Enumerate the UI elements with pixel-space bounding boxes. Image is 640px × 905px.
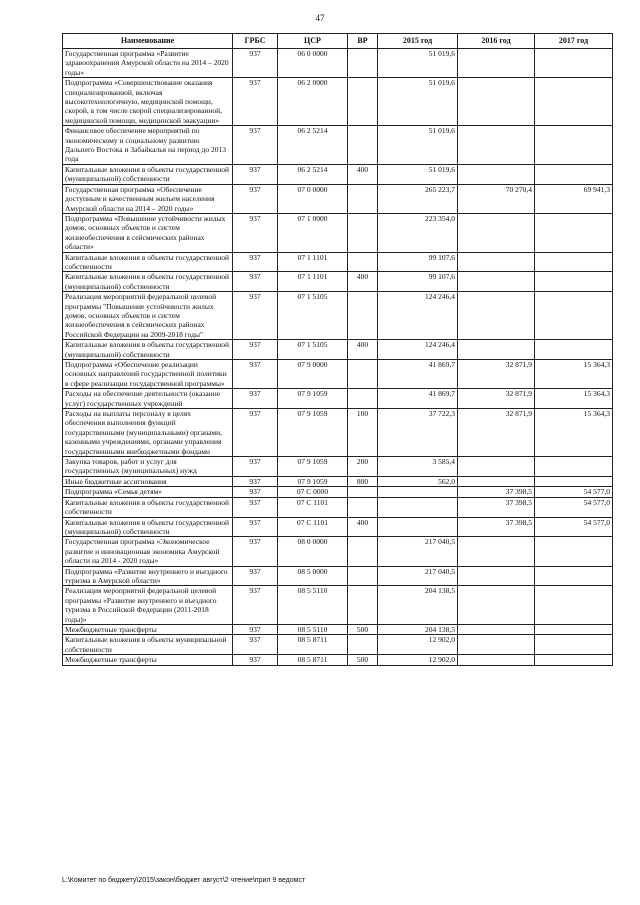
- cell-2017: [535, 272, 613, 292]
- cell-grbs: 937: [233, 566, 278, 586]
- cell-vr: [348, 497, 378, 517]
- cell-vr: [348, 252, 378, 272]
- cell-name: Капитальные вложения в объекты муниципальной собственности: [63, 635, 233, 655]
- table-row: [63, 566, 613, 586]
- cell-vr: [348, 184, 378, 213]
- cell-grbs: 937: [233, 389, 278, 409]
- cell-2016: 70 270,4: [458, 184, 535, 213]
- cell-2016: [458, 476, 535, 486]
- cell-2015: [378, 517, 458, 537]
- table-row: [63, 586, 613, 625]
- cell-2016: [458, 213, 535, 252]
- table-row: [63, 49, 613, 78]
- cell-2015: 41 869,7: [378, 389, 458, 409]
- cell-csr: 08 5 0000: [278, 566, 348, 586]
- cell-grbs: 937: [233, 517, 278, 537]
- cell-csr: 08 5 8711: [278, 635, 348, 655]
- page-number: 47: [315, 13, 325, 23]
- header-row: [63, 34, 613, 49]
- table-row: [63, 409, 613, 457]
- cell-2017: [535, 655, 613, 665]
- table-row: [63, 213, 613, 252]
- cell-grbs: 937: [233, 635, 278, 655]
- cell-grbs: 937: [233, 164, 278, 184]
- cell-2015: 41 869,7: [378, 360, 458, 389]
- header-2015: 2015 год: [378, 34, 458, 49]
- cell-grbs: 937: [233, 213, 278, 252]
- table-row: [63, 517, 613, 537]
- cell-2015: 265 223,7: [378, 184, 458, 213]
- cell-2016: 37 398,5: [458, 497, 535, 517]
- cell-2017: [535, 537, 613, 566]
- cell-2017: [535, 624, 613, 634]
- cell-2015: 124 246,4: [378, 292, 458, 340]
- cell-grbs: 937: [233, 360, 278, 389]
- cell-name: Капитальные вложения в объекты государственной собственности: [63, 252, 233, 272]
- table-row: [63, 635, 613, 655]
- cell-2017: [535, 586, 613, 625]
- cell-csr: 07 9 1059: [278, 457, 348, 477]
- cell-vr: [348, 213, 378, 252]
- table-row: [63, 164, 613, 184]
- cell-2015: 99 107,6: [378, 272, 458, 292]
- cell-vr: [348, 292, 378, 340]
- cell-2015: 223 354,0: [378, 213, 458, 252]
- table-row: [63, 340, 613, 360]
- table-row: [63, 497, 613, 517]
- cell-grbs: 937: [233, 272, 278, 292]
- table-row: [63, 457, 613, 477]
- cell-2017: 54 577,0: [535, 517, 613, 537]
- cell-2016: [458, 164, 535, 184]
- cell-2015: 12 902,0: [378, 635, 458, 655]
- header-2016: 2016 год: [458, 34, 535, 49]
- cell-grbs: 937: [233, 49, 278, 78]
- cell-2015: 37 722,3: [378, 409, 458, 457]
- cell-name: Закупка товаров, работ и услуг для государственных (муниципальных) нужд: [63, 457, 233, 477]
- cell-2015: 12 902,0: [378, 655, 458, 665]
- cell-name: Капитальные вложения в объекты государственной (муниципальной) собственности: [63, 164, 233, 184]
- cell-2016: [458, 635, 535, 655]
- cell-2016: 32 871,9: [458, 360, 535, 389]
- cell-vr: 400: [348, 517, 378, 537]
- table-row: [63, 476, 613, 486]
- cell-2015: [378, 487, 458, 497]
- cell-2017: [535, 49, 613, 78]
- cell-name: Межбюджетные трансферты: [63, 655, 233, 665]
- header-2017: 2017 год: [535, 34, 613, 49]
- cell-grbs: 937: [233, 487, 278, 497]
- cell-2016: 32 871,9: [458, 409, 535, 457]
- cell-grbs: 937: [233, 78, 278, 126]
- cell-name: Реализация мероприятий федеральной целевой программы «Развитие внутреннего и въездного туризма в Российской Федерации (2011-2018 годы)»: [63, 586, 233, 625]
- cell-vr: 100: [348, 409, 378, 457]
- cell-csr: 07 С 1101: [278, 497, 348, 517]
- header-name: Наименование: [63, 34, 233, 49]
- cell-name: Реализация мероприятий федеральной целевой программы "Повышение устойчивости жилых домов, основных объектов и систем жизнеобеспечения в сейсмических районах Российской Федерации на 2009-2018 годы": [63, 292, 233, 340]
- cell-grbs: 937: [233, 497, 278, 517]
- cell-2016: [458, 457, 535, 477]
- cell-2016: [458, 586, 535, 625]
- cell-2017: [535, 252, 613, 272]
- cell-2017: [535, 340, 613, 360]
- cell-name: Капитальные вложения в объекты государственной (муниципальной) собственности: [63, 517, 233, 537]
- cell-name: Расходы на выплаты персоналу в целях обеспечения выполнения функций государственными (муниципальными) органами, казенными учреждениями, органами управления государственными внебюджетными фондами: [63, 409, 233, 457]
- cell-csr: 07 1 0000: [278, 213, 348, 252]
- cell-2015: 99 107,6: [378, 252, 458, 272]
- cell-name: Капитальные вложения в объекты государственной (муниципальной) собственности: [63, 340, 233, 360]
- cell-vr: 400: [348, 164, 378, 184]
- cell-vr: 200: [348, 457, 378, 477]
- table-row: [63, 78, 613, 126]
- cell-grbs: 937: [233, 409, 278, 457]
- cell-grbs: 937: [233, 476, 278, 486]
- cell-csr: 08 5 5110: [278, 624, 348, 634]
- cell-2016: [458, 655, 535, 665]
- cell-name: Финансовое обеспечение мероприятий по экономическому и социальному развитию Дальнего Востока и Забайкалья на период до 2013 года: [63, 126, 233, 165]
- cell-grbs: 937: [233, 655, 278, 665]
- table-row: [63, 184, 613, 213]
- cell-csr: 07 С 1101: [278, 517, 348, 537]
- cell-2017: [535, 566, 613, 586]
- cell-2017: [535, 635, 613, 655]
- cell-2015: 51 019,6: [378, 49, 458, 78]
- cell-2016: 32 871,9: [458, 389, 535, 409]
- cell-vr: 400: [348, 272, 378, 292]
- cell-name: Подпрограмма «Обеспечение реализации основных направлений государственной политики в сфере реализации государственной программы»: [63, 360, 233, 389]
- cell-csr: 06 2 5214: [278, 164, 348, 184]
- cell-vr: [348, 586, 378, 625]
- cell-grbs: 937: [233, 184, 278, 213]
- cell-2016: [458, 252, 535, 272]
- cell-grbs: 937: [233, 586, 278, 625]
- cell-name: Капитальные вложения в объекты государственной (муниципальной) собственности: [63, 272, 233, 292]
- cell-name: Межбюджетные трансферты: [63, 624, 233, 634]
- cell-2015: 217 040,5: [378, 537, 458, 566]
- cell-vr: [348, 566, 378, 586]
- table-row: [63, 624, 613, 634]
- cell-vr: [348, 537, 378, 566]
- cell-vr: [348, 126, 378, 165]
- cell-name: Подпрограмма «Развитие внутреннего и въездного туризма в Амурской области»: [63, 566, 233, 586]
- table-row: [63, 537, 613, 566]
- cell-2015: 124 246,4: [378, 340, 458, 360]
- cell-name: Подпрограмма «Семья детям»: [63, 487, 233, 497]
- cell-csr: 08 5 8711: [278, 655, 348, 665]
- cell-name: Государственная программа «Обеспечение доступным и качественным жильем населения Амурской области на 2014 – 2020 годы»: [63, 184, 233, 213]
- cell-csr: 08 0 0000: [278, 537, 348, 566]
- cell-2016: [458, 537, 535, 566]
- table-row: [63, 252, 613, 272]
- cell-name: Государственная программа «Развитие здравоохранения Амурской области на 2014 – 2020 годы»: [63, 49, 233, 78]
- cell-2015: 51 019,6: [378, 164, 458, 184]
- cell-csr: 07 1 1101: [278, 272, 348, 292]
- cell-2016: [458, 126, 535, 165]
- cell-2016: [458, 292, 535, 340]
- cell-2017: 15 364,3: [535, 409, 613, 457]
- cell-2015: 217 040,5: [378, 566, 458, 586]
- cell-csr: 07 С 0000: [278, 487, 348, 497]
- cell-grbs: 937: [233, 624, 278, 634]
- cell-csr: 07 9 1059: [278, 476, 348, 486]
- cell-2015: [378, 497, 458, 517]
- cell-2016: [458, 78, 535, 126]
- cell-name: Расходы на обеспечение деятельности (оказание услуг) государственных учреждений: [63, 389, 233, 409]
- cell-2017: [535, 476, 613, 486]
- cell-2017: 15 364,3: [535, 360, 613, 389]
- cell-grbs: 937: [233, 126, 278, 165]
- cell-2017: 54 577,0: [535, 497, 613, 517]
- cell-2015: 204 138,5: [378, 586, 458, 625]
- cell-2015: 562,0: [378, 476, 458, 486]
- cell-2016: [458, 272, 535, 292]
- cell-2015: 51 019,6: [378, 126, 458, 165]
- cell-csr: 07 0 0000: [278, 184, 348, 213]
- cell-name: Подпрограмма «Повышение устойчивости жилых домов, основных объектов и систем жизнеобеспечения в сейсмических районах области»: [63, 213, 233, 252]
- cell-vr: [348, 389, 378, 409]
- cell-grbs: 937: [233, 252, 278, 272]
- cell-2016: [458, 624, 535, 634]
- cell-grbs: 937: [233, 457, 278, 477]
- cell-vr: [348, 78, 378, 126]
- table-row: [63, 292, 613, 340]
- cell-2016: [458, 340, 535, 360]
- cell-vr: [348, 49, 378, 78]
- cell-csr: 07 1 5105: [278, 340, 348, 360]
- table-row: [63, 487, 613, 497]
- footer-path: L:\Комитет по бюджету\2015\закон\бюджет август\2 чтение\прил 9 ведомст: [62, 877, 306, 884]
- cell-csr: 07 9 0000: [278, 360, 348, 389]
- cell-name: Капитальные вложения в объекты государственной собственности: [63, 497, 233, 517]
- cell-vr: [348, 360, 378, 389]
- table-row: [63, 655, 613, 665]
- table-row: [63, 272, 613, 292]
- header-csr: ЦСР: [278, 34, 348, 49]
- cell-2017: [535, 126, 613, 165]
- table-row: [63, 126, 613, 165]
- cell-csr: 06 0 0000: [278, 49, 348, 78]
- cell-vr: 400: [348, 340, 378, 360]
- cell-csr: 07 9 1059: [278, 409, 348, 457]
- cell-name: Подпрограмма «Совершенствование оказания специализированной, включая высокотехнологичную, медицинской помощи, скорой, в том числе скорой специализированной, медицинской помощи, медицинской эвакуации»: [63, 78, 233, 126]
- header-grbs: ГРБС: [233, 34, 278, 49]
- cell-2017: 69 941,3: [535, 184, 613, 213]
- table-row: [63, 360, 613, 389]
- cell-2017: 54 577,0: [535, 487, 613, 497]
- cell-vr: 800: [348, 476, 378, 486]
- cell-csr: 06 2 5214: [278, 126, 348, 165]
- cell-vr: 500: [348, 624, 378, 634]
- cell-2017: 15 364,3: [535, 389, 613, 409]
- cell-2015: 3 585,4: [378, 457, 458, 477]
- cell-grbs: 937: [233, 340, 278, 360]
- cell-csr: 07 9 1059: [278, 389, 348, 409]
- cell-csr: 07 1 5105: [278, 292, 348, 340]
- cell-2016: 37 398,5: [458, 487, 535, 497]
- cell-csr: 08 5 5110: [278, 586, 348, 625]
- cell-2015: 204 138,5: [378, 624, 458, 634]
- cell-csr: 07 1 1101: [278, 252, 348, 272]
- budget-table: [62, 33, 613, 666]
- cell-2016: [458, 49, 535, 78]
- cell-2017: [535, 292, 613, 340]
- cell-grbs: 937: [233, 292, 278, 340]
- cell-name: Иные бюджетные ассигнования: [63, 476, 233, 486]
- cell-vr: 500: [348, 655, 378, 665]
- cell-2017: [535, 457, 613, 477]
- cell-2016: [458, 566, 535, 586]
- cell-vr: [348, 635, 378, 655]
- table-row: [63, 389, 613, 409]
- cell-2017: [535, 213, 613, 252]
- header-vr: ВР: [348, 34, 378, 49]
- cell-2016: 37 398,5: [458, 517, 535, 537]
- cell-2015: 51 019,6: [378, 78, 458, 126]
- cell-name: Государственная программа «Экономическое развитие и инновационная экономика Амурской области на 2014 - 2020 годы»: [63, 537, 233, 566]
- cell-vr: [348, 487, 378, 497]
- cell-2017: [535, 78, 613, 126]
- cell-grbs: 937: [233, 537, 278, 566]
- cell-csr: 06 2 0000: [278, 78, 348, 126]
- cell-2017: [535, 164, 613, 184]
